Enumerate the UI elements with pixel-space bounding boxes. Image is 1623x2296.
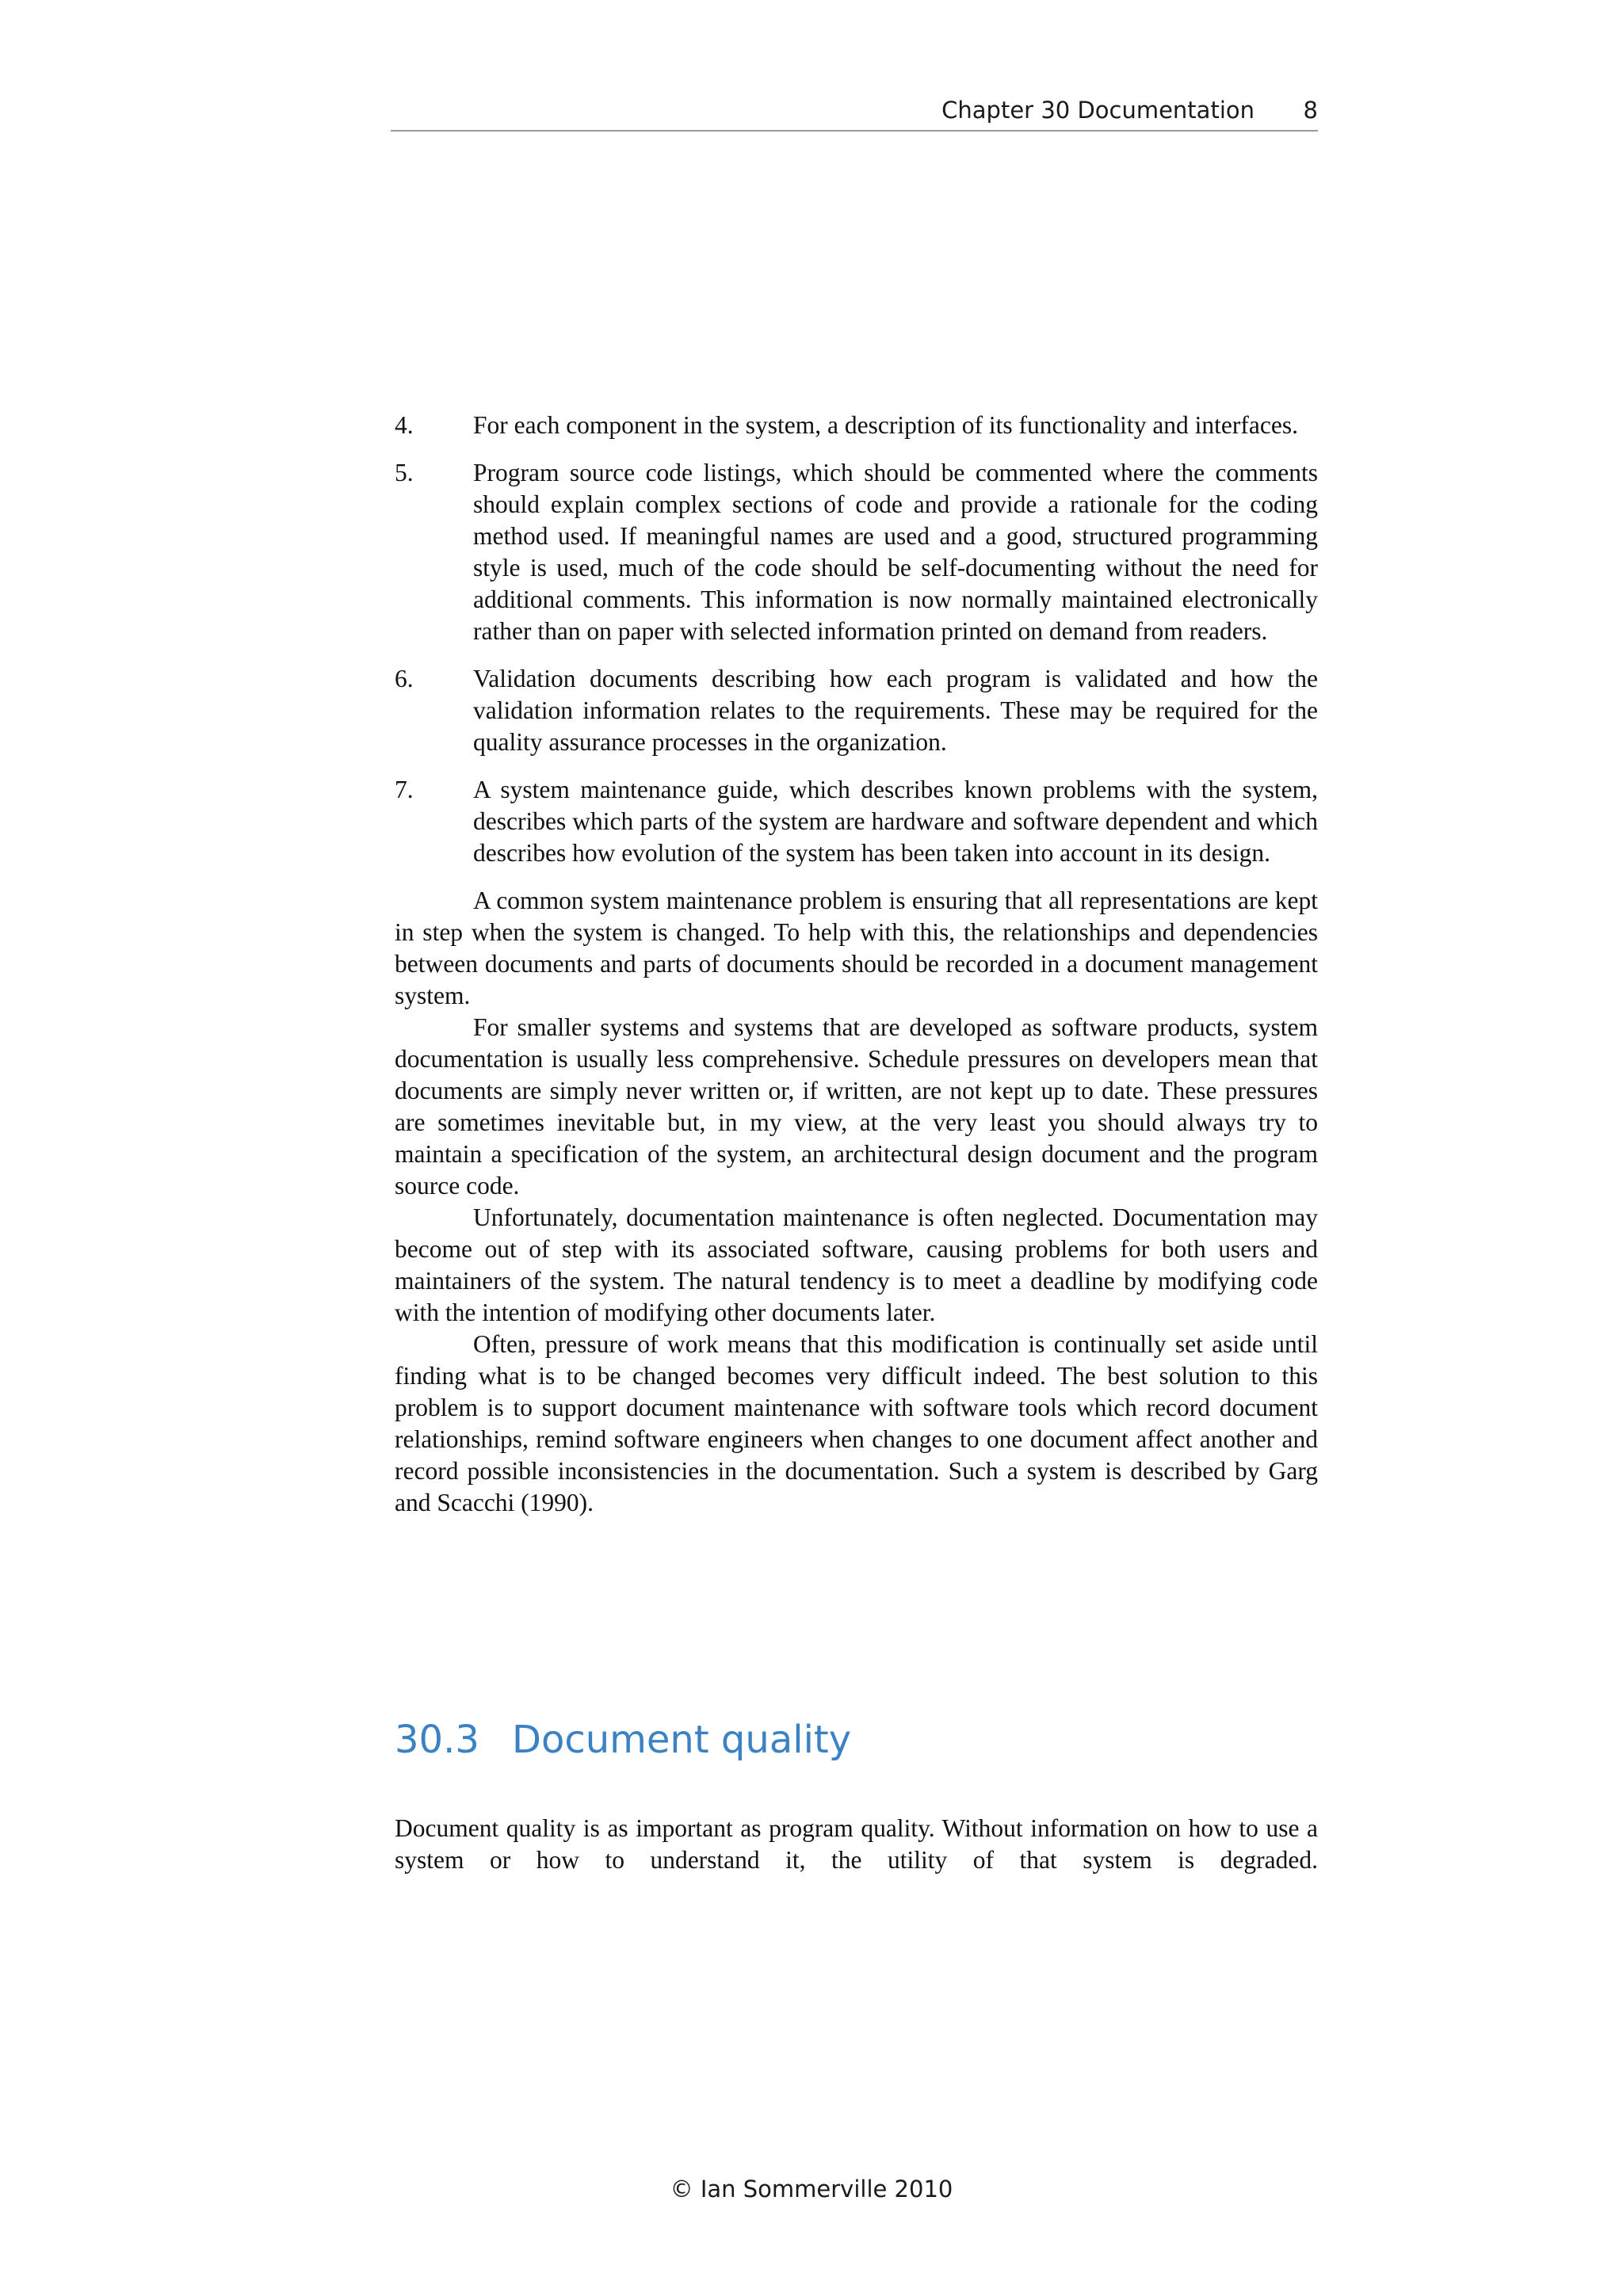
running-header	[391, 92, 1318, 132]
main-body	[395, 410, 1318, 1519]
list-item-text: For each component in the system, a description of its functionality and interfaces.	[473, 411, 1298, 439]
section-paragraph: Document quality is as important as program quality. Without information on how to use a system or how to understand it, the utility of that system is degraded.	[395, 1814, 1318, 1874]
list-item-number: 6.	[395, 665, 414, 692]
list-item	[395, 774, 1318, 869]
list-item-number: 7.	[395, 776, 414, 803]
list-item-number: 5.	[395, 459, 414, 486]
list-item-number: 4.	[395, 411, 414, 439]
chapter-title: Chapter 30 Documentation	[941, 97, 1254, 124]
section-number: 30.3	[395, 1718, 479, 1762]
paragraph: For smaller systems and systems that are developed as software products, system documentation is usually less comprehensive. Schedule pressures on developers mean that documents are simply never written or, if written, are not kept up to date. These pressures are sometimes inevitable but, in my view, at the very least you should always try to maintain a specification of the system, an architectural design document and the program source code.	[395, 1013, 1318, 1199]
copyright-footer: © Ian Sommerville 2010	[670, 2176, 953, 2203]
section-heading	[395, 1718, 851, 1762]
paragraph: Unfortunately, documentation maintenance is often neglected. Documentation may become out of step with its associated software, causing problems for both users and maintainers of the system. The natural tendency is to meet a deadline by modifying code with the intention of modifying other documents later.	[395, 1203, 1318, 1326]
paragraph: Often, pressure of work means that this modification is continually set aside until finding what is to be changed becomes very difficult indeed. The best solution to this problem is to support document maintenance with software tools which record document relationships, remind software engineers when changes to one document affect another and record possible inconsistencies in the documentation. Such a system is described by Garg and Scacchi (1990).	[395, 1330, 1318, 1516]
paragraph: A common system maintenance problem is ensuring that all representations are kept in step when the system is changed. To help with this, the relationships and dependencies between documents and parts of documents should be recorded in a document management system.	[395, 887, 1318, 1009]
list-item	[395, 457, 1318, 647]
section-title: Document quality	[512, 1718, 852, 1762]
list-item-text: Validation documents describing how each program is validated and how the validation information relates to the requirements. These may be required for the quality assurance processes in the organization.	[473, 665, 1318, 756]
list-item	[395, 410, 1318, 441]
page-number: 8	[1303, 97, 1318, 124]
list-item	[395, 663, 1318, 758]
list-item-text: A system maintenance guide, which describes known problems with the system, describes which parts of the system are hardware and software dependent and which describes how evolution of the system has been taken into account in its design.	[473, 776, 1318, 867]
list-item-text: Program source code listings, which should be commented where the comments should explain complex sections of code and provide a rationale for the coding method used. If meaningful names are used and a good, structured programming style is used, much of the code should be self-documenting without the need for additional comments. This information is now normally maintained electronically rather than on paper with selected information printed on demand from readers.	[473, 459, 1318, 645]
